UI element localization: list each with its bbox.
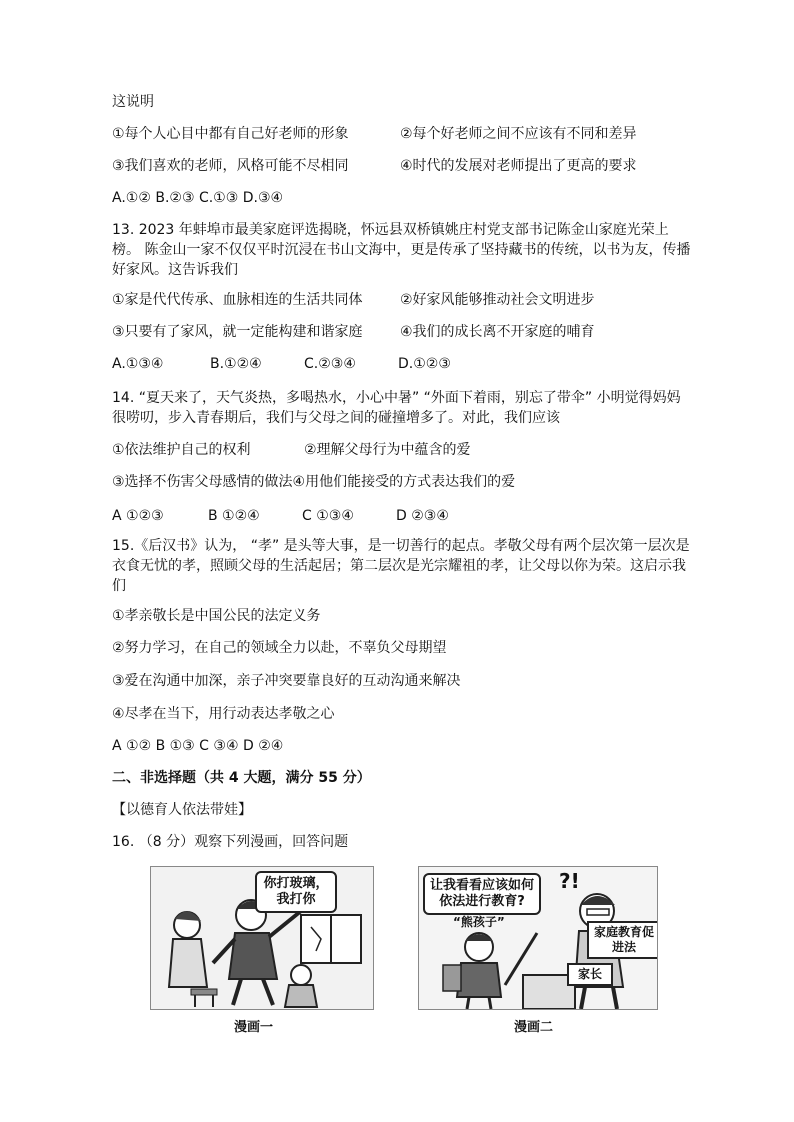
option: ②好家风能够推动社会文明进步 [400, 292, 595, 308]
comic-one-caption: 漫画一 [234, 1020, 274, 1035]
option: ④我们的成长离不开家庭的哺育 [400, 324, 595, 340]
option: ①每个人心目中都有自己好老师的形象 [112, 126, 349, 142]
answer-a: A ①②③ [112, 508, 164, 524]
answer-choices [112, 506, 449, 526]
child-label: “熊孩子” [453, 915, 505, 929]
option-row [112, 290, 595, 310]
option: ①依法维护自己的权利 [112, 442, 251, 458]
answer-c: C.②③④ [304, 356, 356, 372]
theme-heading: 【以德育人依法带娃】 [112, 802, 252, 818]
answer-choices: A.①② B.②③ C.①③ D.③④ [112, 190, 284, 206]
option: ③选择不伤害父母感情的做法④用他们能接受的方式表达我们的爱 [112, 474, 516, 490]
option: ④尽孝在当下，用行动表达孝敬之心 [112, 706, 335, 722]
comic-two-caption: 漫画二 [514, 1020, 554, 1035]
answer-choices [112, 354, 451, 374]
law-book-sign: 家庭教育促进法 [587, 921, 658, 959]
parent-sign: 家长 [567, 963, 613, 986]
option-row [112, 124, 637, 144]
option: ②每个好老师之间不应该有不同和差异 [400, 126, 637, 142]
option: ①孝亲敬长是中国公民的法定义务 [112, 608, 321, 624]
option: ②理解父母行为中蕴含的爱 [304, 442, 471, 458]
answer-c: C ①③④ [302, 508, 354, 524]
option: ②努力学习，在自己的领域全力以赴，不辜负父母期望 [112, 640, 447, 656]
comic-two-illustration [418, 866, 658, 1010]
question-13-stem: 13. 2023 年蚌埠市最美家庭评选揭晓，怀远县双桥镇姚庄村党支部书记陈金山家庭光荣上榜。 陈金山一家不仅仅平时沉浸在书山文海中，更是传承了坚持藏书的传统，以书为友，传播 好家风。这告诉我们 [112, 222, 691, 278]
answer-a: A.①③④ [112, 356, 164, 372]
question-15-stem: 15.《后汉书》认为， “孝” 是头等大事，是一切善行的起点。孝敬父母有两个层次第一层次是衣食无忧的孝，照顾父母的生活起居；第二层次是光宗耀祖的孝，让父母以你为荣。这启示我们 [112, 538, 690, 594]
option-row [112, 156, 637, 176]
speech-bubble: 让我看看应该如何依法进行教育? [423, 873, 541, 915]
option: ③爱在沟通中加深，亲子冲突要靠良好的互动沟通来解决 [112, 673, 461, 689]
option: ③只要有了家风，就一定能构建和谐家庭 [112, 324, 363, 340]
option: ③我们喜欢的老师，风格可能不尽相同 [112, 158, 349, 174]
option-row [112, 322, 595, 342]
answer-d: D ②③④ [396, 508, 449, 524]
speech-bubble: 你打玻璃，我打你 [255, 871, 337, 913]
text-line: 这说明 [112, 94, 154, 110]
answer-d: D.①②③ [398, 356, 451, 372]
answer-choices: A ①② B ①③ C ③④ D ②④ [112, 738, 284, 754]
answer-b: B.①②④ [210, 356, 262, 372]
exclamation-marks: ?! [559, 869, 580, 893]
comic-one-illustration [150, 866, 374, 1010]
option-row [112, 440, 471, 460]
answer-b: B ①②④ [208, 508, 260, 524]
option: ④时代的发展对老师提出了更高的要求 [400, 158, 637, 174]
question-16-stem: 16. （8 分）观察下列漫画，回答问题 [112, 834, 349, 850]
question-14-stem: 14. “夏天来了，天气炎热，多喝热水，小心中暑” “外面下着雨，别忘了带伞” 小明觉得妈妈很唠叨，步入青春期后，我们与父母之间的碰撞增多了。对此，我们应该 [112, 390, 681, 426]
section-heading: 二、非选择题（共 4 大题，满分 55 分） [112, 770, 371, 786]
option: ①家是代代传承、血脉相连的生活共同体 [112, 292, 363, 308]
